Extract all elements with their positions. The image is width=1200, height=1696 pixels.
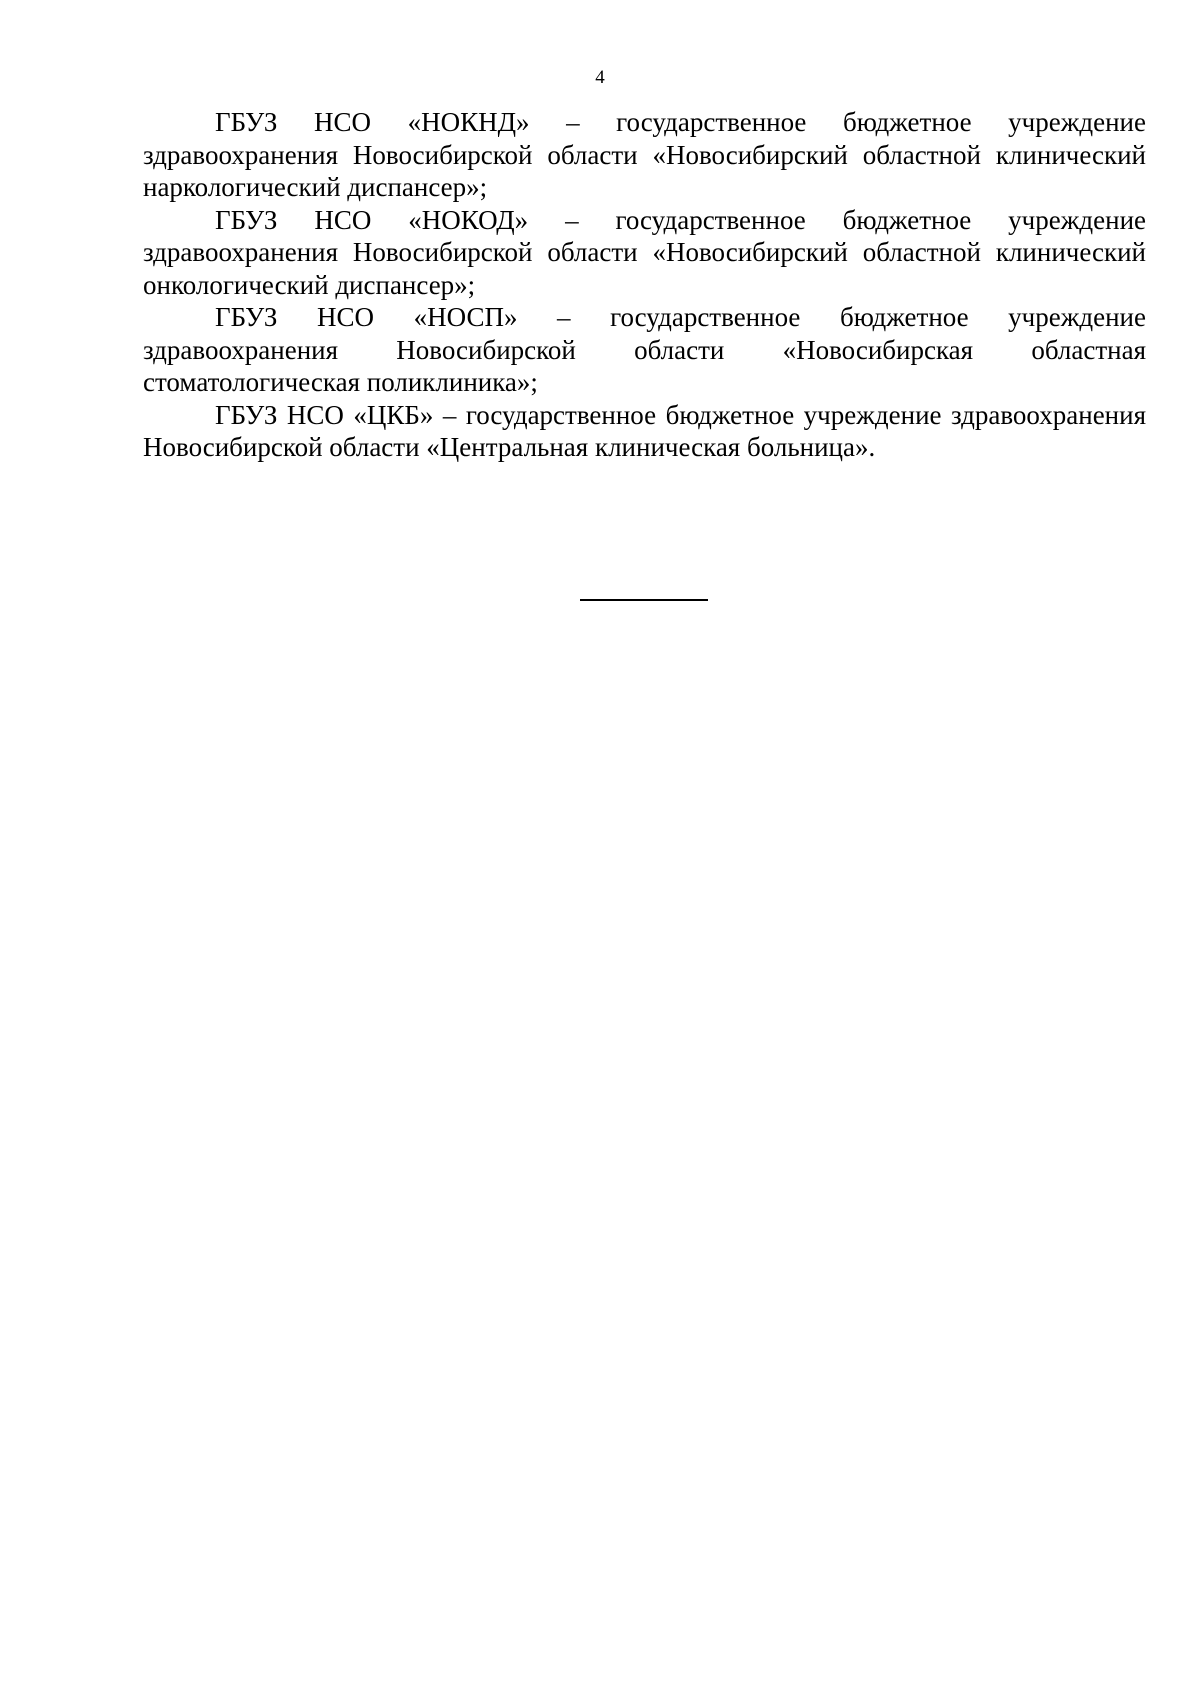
definition-paragraph: ГБУЗ НСО «НОСП» – государственное бюджетное учреждение здравоохранения Новосибирской области «Новосибирская областная стоматологическая поликлиника»; [143,302,1146,397]
definition-paragraph: ГБУЗ НСО «НОКОД» – государственное бюджетное учреждение здравоохранения Новосибирской области «Новосибирский областной клинический онкологический диспансер»; [143,204,1146,300]
definition-paragraph: ГБУЗ НСО «ЦКБ» – государственное бюджетное учреждение здравоохранения Новосибирской области «Центральная клиническая больница». [143,399,1146,462]
end-of-document-rule [580,599,708,601]
document-body [143,106,1146,464]
page-number: 4 [595,67,605,88]
definition-paragraph: ГБУЗ НСО «НОКНД» – государственное бюджетное учреждение здравоохранения Новосибирской области «Новосибирский областной клинический наркологический диспансер»; [143,107,1146,202]
